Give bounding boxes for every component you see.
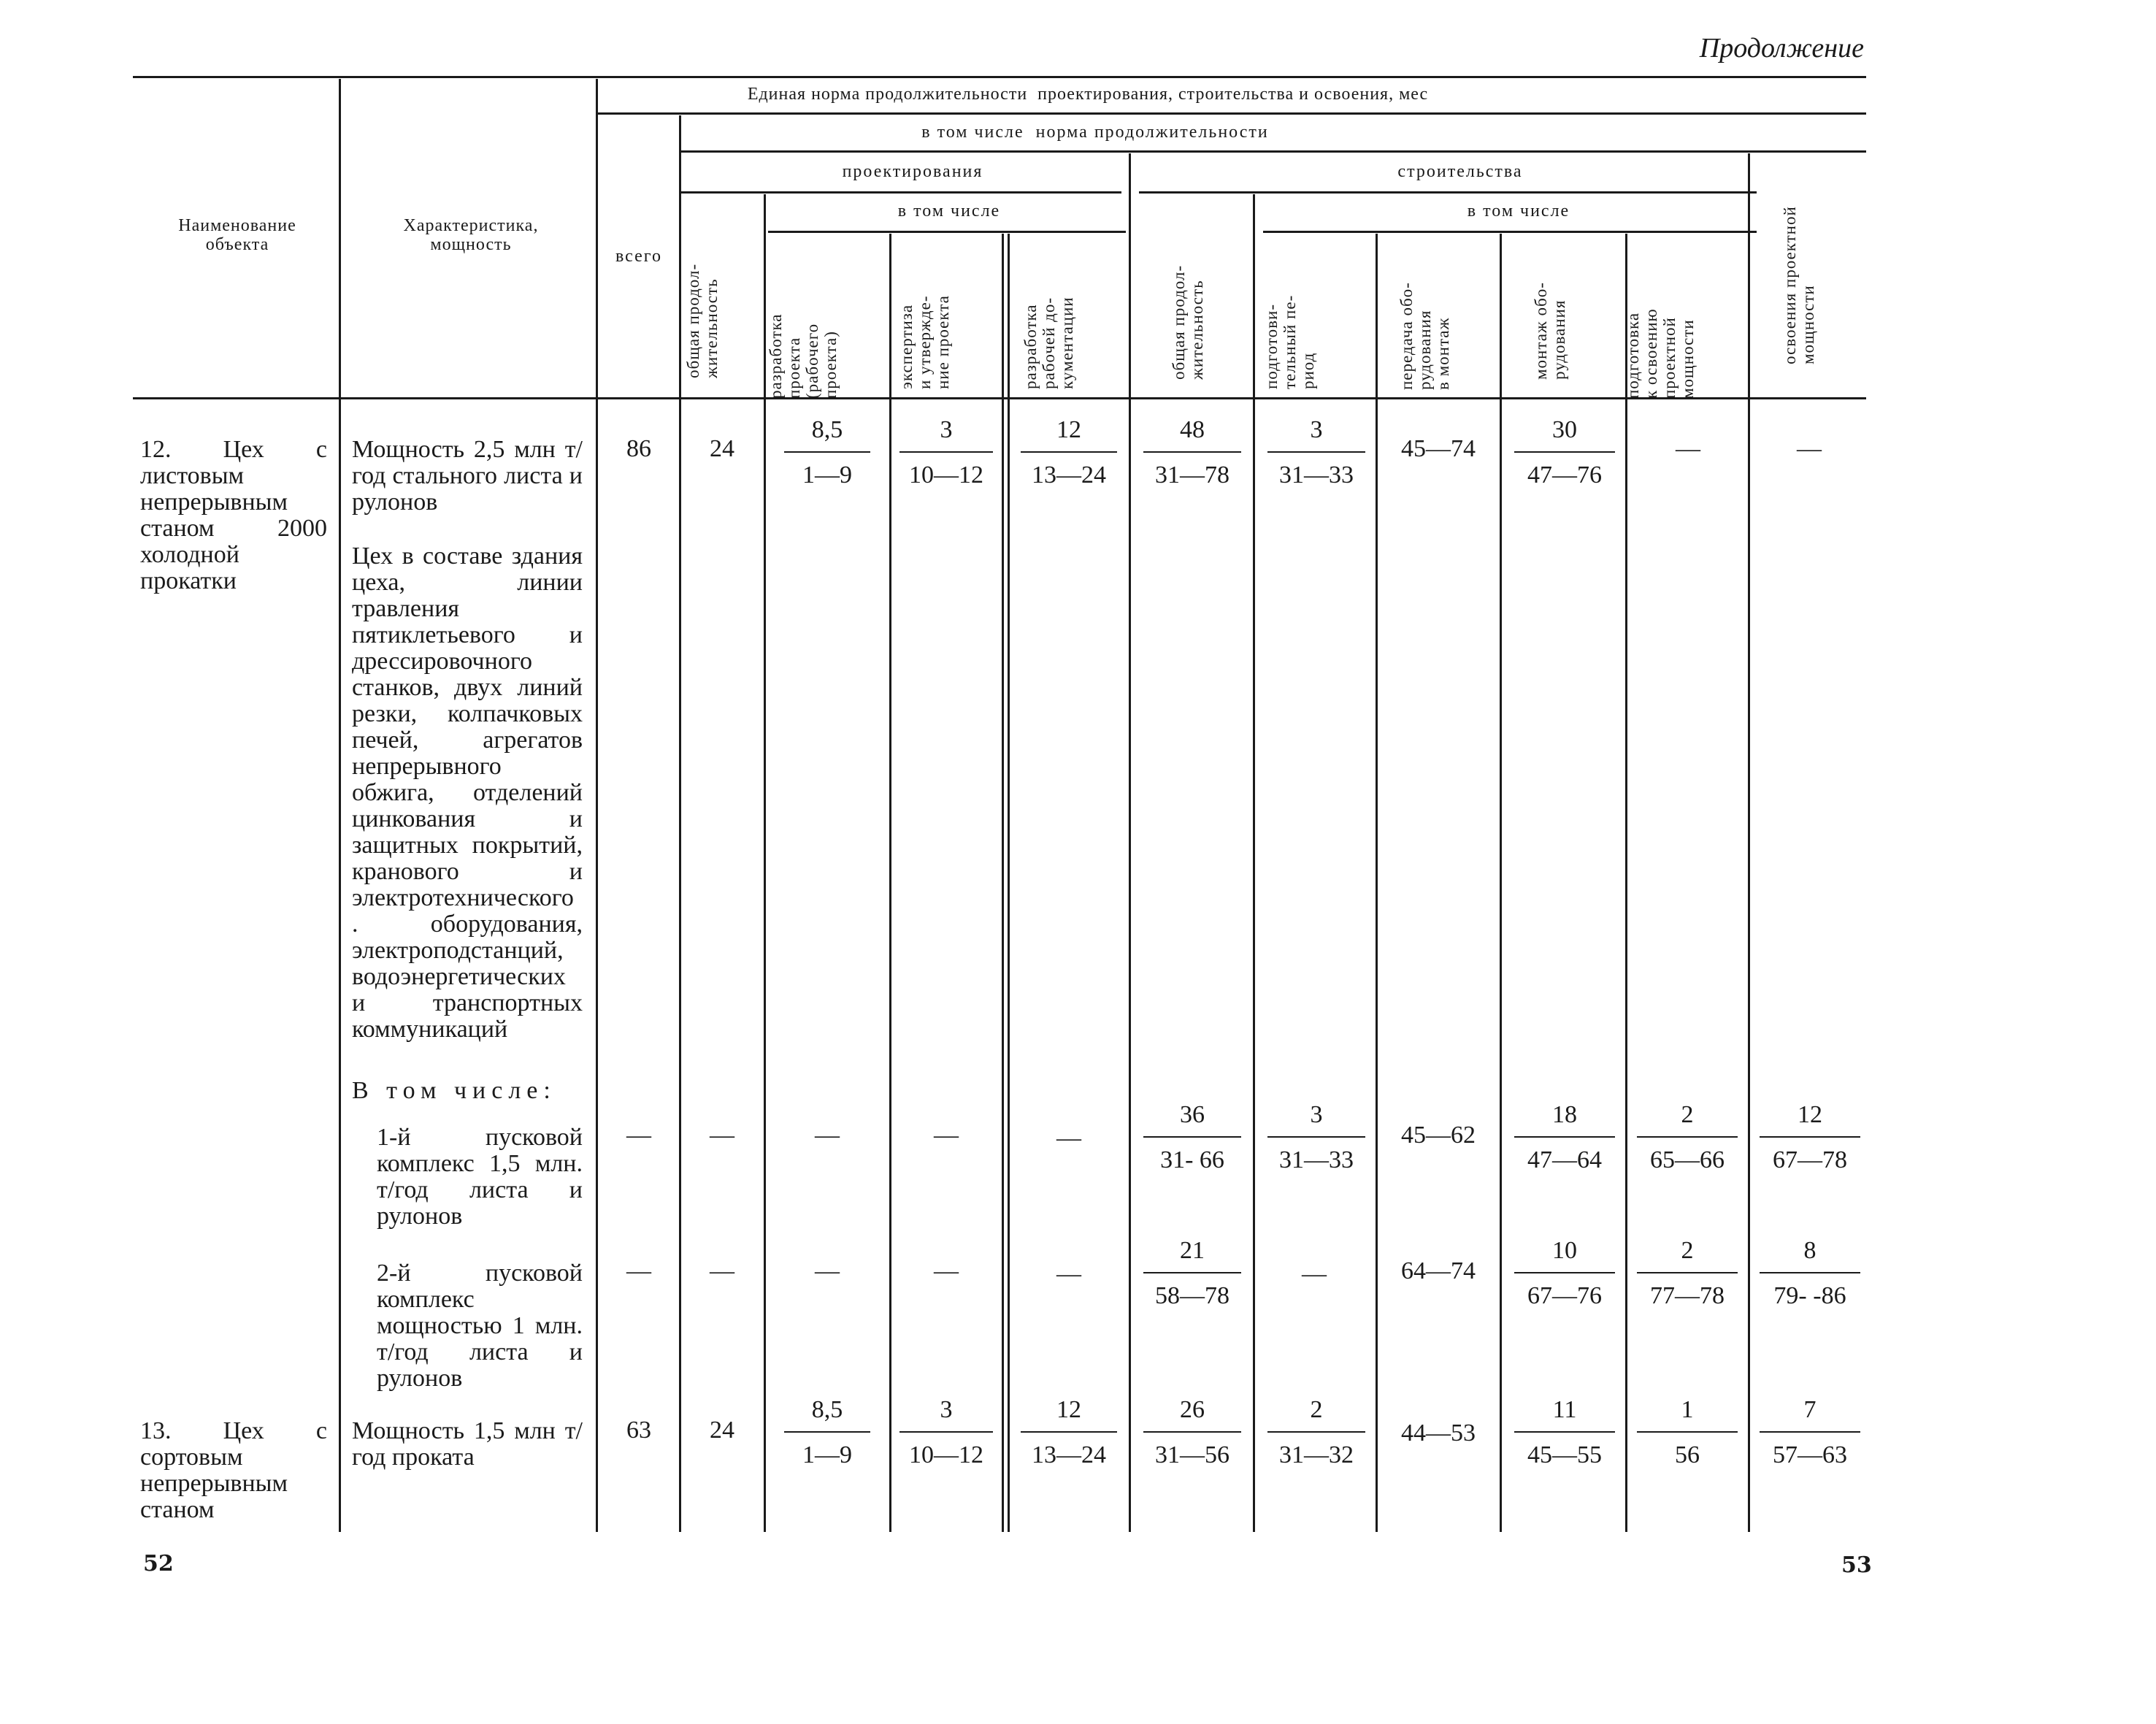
row13-characteristic: Мощность 1,5 млн т/год проката bbox=[352, 1417, 583, 1471]
header-design-development: разработка проекта (рабочего проекта) bbox=[767, 313, 840, 399]
header-construction-prepare-development: подготовка к освоению проектной мощности bbox=[1624, 308, 1697, 399]
fraction-bottom: 13—24 bbox=[1032, 1441, 1106, 1468]
row12-construction-transfer: 45—74 bbox=[1401, 435, 1476, 462]
fraction-bottom: 1—9 bbox=[802, 461, 852, 489]
fraction-bottom: 31- 66 bbox=[1160, 1146, 1224, 1173]
fraction-bottom: 47—76 bbox=[1527, 461, 1602, 489]
fraction-top: 12 bbox=[1056, 1396, 1081, 1423]
k2-design-development: — bbox=[815, 1257, 840, 1284]
col-divider-6 bbox=[1002, 234, 1004, 1532]
launch-complex-1: 1-й пусковой комплекс 1,5 млн. т/год листа и рулонов bbox=[377, 1124, 583, 1230]
row12-design-development bbox=[780, 416, 875, 489]
header-design-total: общая продол- жительность bbox=[684, 263, 721, 378]
row13-prepare-development bbox=[1633, 1396, 1742, 1469]
header-design-working-docs: разработка рабочей до- кументации bbox=[1021, 296, 1076, 389]
fraction-top: 2 bbox=[1681, 1101, 1694, 1128]
fraction-top: 1 bbox=[1681, 1396, 1694, 1423]
k2-construction-prep: — bbox=[1302, 1260, 1327, 1287]
header-bottom-rule bbox=[133, 397, 1866, 399]
fraction-top: 26 bbox=[1180, 1396, 1205, 1423]
row12-design-total: 24 bbox=[710, 435, 734, 462]
header-design: проектирования bbox=[842, 162, 983, 181]
col-divider-12 bbox=[1748, 153, 1750, 1532]
k1-construction-mounting bbox=[1510, 1101, 1619, 1174]
k1-mastering bbox=[1755, 1101, 1865, 1174]
k2-design-expertise: — bbox=[934, 1257, 959, 1284]
row13-object-name: 13. Цех с сортовым непрерывным станом bbox=[140, 1417, 327, 1523]
fraction-top: 12 bbox=[1798, 1101, 1822, 1128]
fraction-top: 8,5 bbox=[811, 1396, 843, 1423]
fraction-bottom: 31—33 bbox=[1279, 461, 1354, 489]
k2-prepare-development bbox=[1633, 1237, 1742, 1310]
row12-construction-total bbox=[1139, 416, 1246, 489]
fraction-top: 30 bbox=[1552, 416, 1577, 443]
k1-prepare-development bbox=[1633, 1101, 1742, 1174]
fraction-bottom: 31—56 bbox=[1155, 1441, 1229, 1468]
header-design-incl: в том числе bbox=[897, 202, 1001, 221]
fraction-bottom: 57—63 bbox=[1773, 1441, 1847, 1468]
k2-construction-transfer: 64—74 bbox=[1401, 1257, 1476, 1284]
continuation-label: Продолжение bbox=[1699, 33, 1864, 64]
fraction-bottom: 77—78 bbox=[1650, 1282, 1725, 1309]
k1-design-development: — bbox=[815, 1122, 840, 1149]
col-divider-1 bbox=[339, 79, 341, 1532]
fraction-top: 3 bbox=[940, 416, 953, 443]
k2-design-total: — bbox=[710, 1257, 734, 1284]
header-characteristic: Характеристика, мощность bbox=[403, 216, 539, 254]
col-divider-10 bbox=[1500, 234, 1502, 1532]
header-design-expertise: экспертиза и утвержде- ние проекта bbox=[897, 295, 952, 389]
row13-construction-transfer: 44—53 bbox=[1401, 1420, 1476, 1447]
fraction-top: 12 bbox=[1056, 416, 1081, 443]
row13-total: 63 bbox=[626, 1417, 651, 1444]
header-rule-2 bbox=[597, 112, 1866, 115]
header-construction-transfer: передача обо- рудования в монтаж bbox=[1397, 282, 1452, 390]
page-number-left: 52 bbox=[143, 1551, 174, 1576]
fraction-bottom: 1—9 bbox=[802, 1441, 852, 1468]
row13-mastering bbox=[1755, 1396, 1865, 1469]
fraction-top: 21 bbox=[1180, 1237, 1205, 1264]
k2-design-working-docs: — bbox=[1056, 1260, 1081, 1287]
header-rule-5a bbox=[768, 231, 1126, 233]
fraction-bottom: 31—32 bbox=[1279, 1441, 1354, 1468]
header-rule-5b bbox=[1263, 231, 1757, 233]
col-divider-9 bbox=[1376, 234, 1378, 1532]
col-divider-8 bbox=[1253, 194, 1255, 1532]
fraction-bottom: 47—64 bbox=[1527, 1146, 1602, 1173]
k1-design-total: — bbox=[710, 1122, 734, 1149]
k2-construction-mounting bbox=[1510, 1237, 1619, 1310]
row12-total: 86 bbox=[626, 435, 651, 462]
fraction-bottom: 65—66 bbox=[1650, 1146, 1725, 1173]
row12-design-working-docs bbox=[1016, 416, 1121, 489]
row13-design-working-docs bbox=[1016, 1396, 1121, 1469]
fraction-bottom: 67—76 bbox=[1527, 1282, 1602, 1309]
including-label: В том числе: bbox=[352, 1077, 556, 1104]
row12-construction-mounting bbox=[1510, 416, 1619, 489]
header-construction-mounting: монтаж обо- рудования bbox=[1532, 282, 1568, 380]
header-top-title: Единая норма продолжительности проектирования, строительства и освоения, мес bbox=[747, 85, 1429, 104]
fraction-top: 11 bbox=[1552, 1396, 1577, 1423]
row12-mastering: — bbox=[1797, 435, 1822, 462]
k1-design-expertise: — bbox=[934, 1122, 959, 1149]
row13-construction-prep bbox=[1263, 1396, 1370, 1469]
row13-design-expertise bbox=[895, 1396, 997, 1469]
k1-total: — bbox=[626, 1122, 651, 1149]
fraction-top: 7 bbox=[1803, 1396, 1817, 1423]
fraction-bottom: 31—78 bbox=[1155, 461, 1229, 489]
col-divider-4 bbox=[764, 194, 766, 1532]
fraction-top: 3 bbox=[1310, 1101, 1323, 1128]
row13-construction-total bbox=[1139, 1396, 1246, 1469]
col-divider-11 bbox=[1625, 234, 1627, 1532]
header-construction: строительства bbox=[1397, 162, 1523, 181]
header-mastering: освоения проектной мощности bbox=[1781, 206, 1817, 364]
launch-complex-2: 2-й пусковой комплекс мощностью 1 млн. т/год листа и рулонов bbox=[377, 1260, 583, 1392]
header-construction-prep: подготови- тельный пе- риод bbox=[1262, 294, 1317, 389]
page-number-right: 53 bbox=[1841, 1552, 1872, 1578]
fraction-bottom: 79- -86 bbox=[1773, 1282, 1846, 1309]
row13-design-total: 24 bbox=[710, 1417, 734, 1444]
col-divider-2 bbox=[596, 79, 598, 1532]
fraction-bottom: 56 bbox=[1675, 1441, 1700, 1468]
header-rule-4a bbox=[680, 191, 1121, 194]
row12-construction-prep bbox=[1263, 416, 1370, 489]
fraction-top: 3 bbox=[940, 1396, 953, 1423]
fraction-top: 2 bbox=[1310, 1396, 1323, 1423]
k1-construction-transfer: 45—62 bbox=[1401, 1122, 1476, 1149]
row12-object-name: 12. Цех с листовым непрерывным станом 2000 холодной прокатки bbox=[140, 436, 327, 594]
fraction-bottom: 10—12 bbox=[909, 1441, 983, 1468]
header-incl-norm: в том числе норма продолжительности bbox=[921, 123, 1269, 142]
header-rule-4b bbox=[1139, 191, 1757, 194]
fraction-bottom: 45—55 bbox=[1527, 1441, 1602, 1468]
header-object-name: Наименование объекта bbox=[178, 216, 296, 254]
k1-design-working-docs: — bbox=[1056, 1125, 1081, 1152]
k2-construction-total bbox=[1139, 1237, 1246, 1310]
k1-construction-prep bbox=[1263, 1101, 1370, 1174]
fraction-top: 3 bbox=[1310, 416, 1323, 443]
fraction-top: 8 bbox=[1803, 1237, 1817, 1264]
fraction-top: 36 bbox=[1180, 1101, 1205, 1128]
header-top-rule bbox=[133, 76, 1866, 78]
fraction-bottom: 31—33 bbox=[1279, 1146, 1354, 1173]
row13-design-development bbox=[780, 1396, 875, 1469]
fraction-top: 18 bbox=[1552, 1101, 1577, 1128]
fraction-top: 48 bbox=[1180, 416, 1205, 443]
fraction-bottom: 67—78 bbox=[1773, 1146, 1847, 1173]
row12-design-expertise bbox=[895, 416, 997, 489]
row12-prepare-development: — bbox=[1676, 435, 1700, 462]
k2-total: — bbox=[626, 1257, 651, 1284]
fraction-bottom: 13—24 bbox=[1032, 461, 1106, 489]
col-divider-7 bbox=[1129, 153, 1131, 1532]
col-divider-3 bbox=[679, 115, 681, 1532]
fraction-top: 2 bbox=[1681, 1237, 1694, 1264]
header-total: всего bbox=[615, 247, 663, 266]
fraction-bottom: 10—12 bbox=[909, 461, 983, 489]
header-rule-3 bbox=[680, 150, 1866, 153]
row12-characteristic: Мощность 2,5 млн т/год стального листа и рулонов bbox=[352, 436, 583, 516]
fraction-top: 10 bbox=[1552, 1237, 1577, 1264]
k1-construction-total bbox=[1139, 1101, 1246, 1174]
header-construction-incl: в том числе bbox=[1467, 202, 1570, 221]
k2-mastering bbox=[1755, 1237, 1865, 1310]
header-construction-total: общая продол- жительность bbox=[1170, 264, 1206, 380]
fraction-top: 8,5 bbox=[811, 416, 843, 443]
row13-construction-mounting bbox=[1510, 1396, 1619, 1469]
row12-composition: Цех в составе здания цеха, линии травления пятиклетьевого и дрессировочного станков, двух линий резки, колпачковых печей, агрегатов непрерывного обжига, отделений цинкования и защитных покрытий, кранового и электротехнического . оборудования, электроподстанций, водоэнергетических и транспортных коммуникаций bbox=[352, 543, 583, 1043]
col-divider-6b bbox=[1008, 234, 1010, 1532]
col-divider-5 bbox=[889, 234, 891, 1532]
fraction-bottom: 58—78 bbox=[1155, 1282, 1229, 1309]
